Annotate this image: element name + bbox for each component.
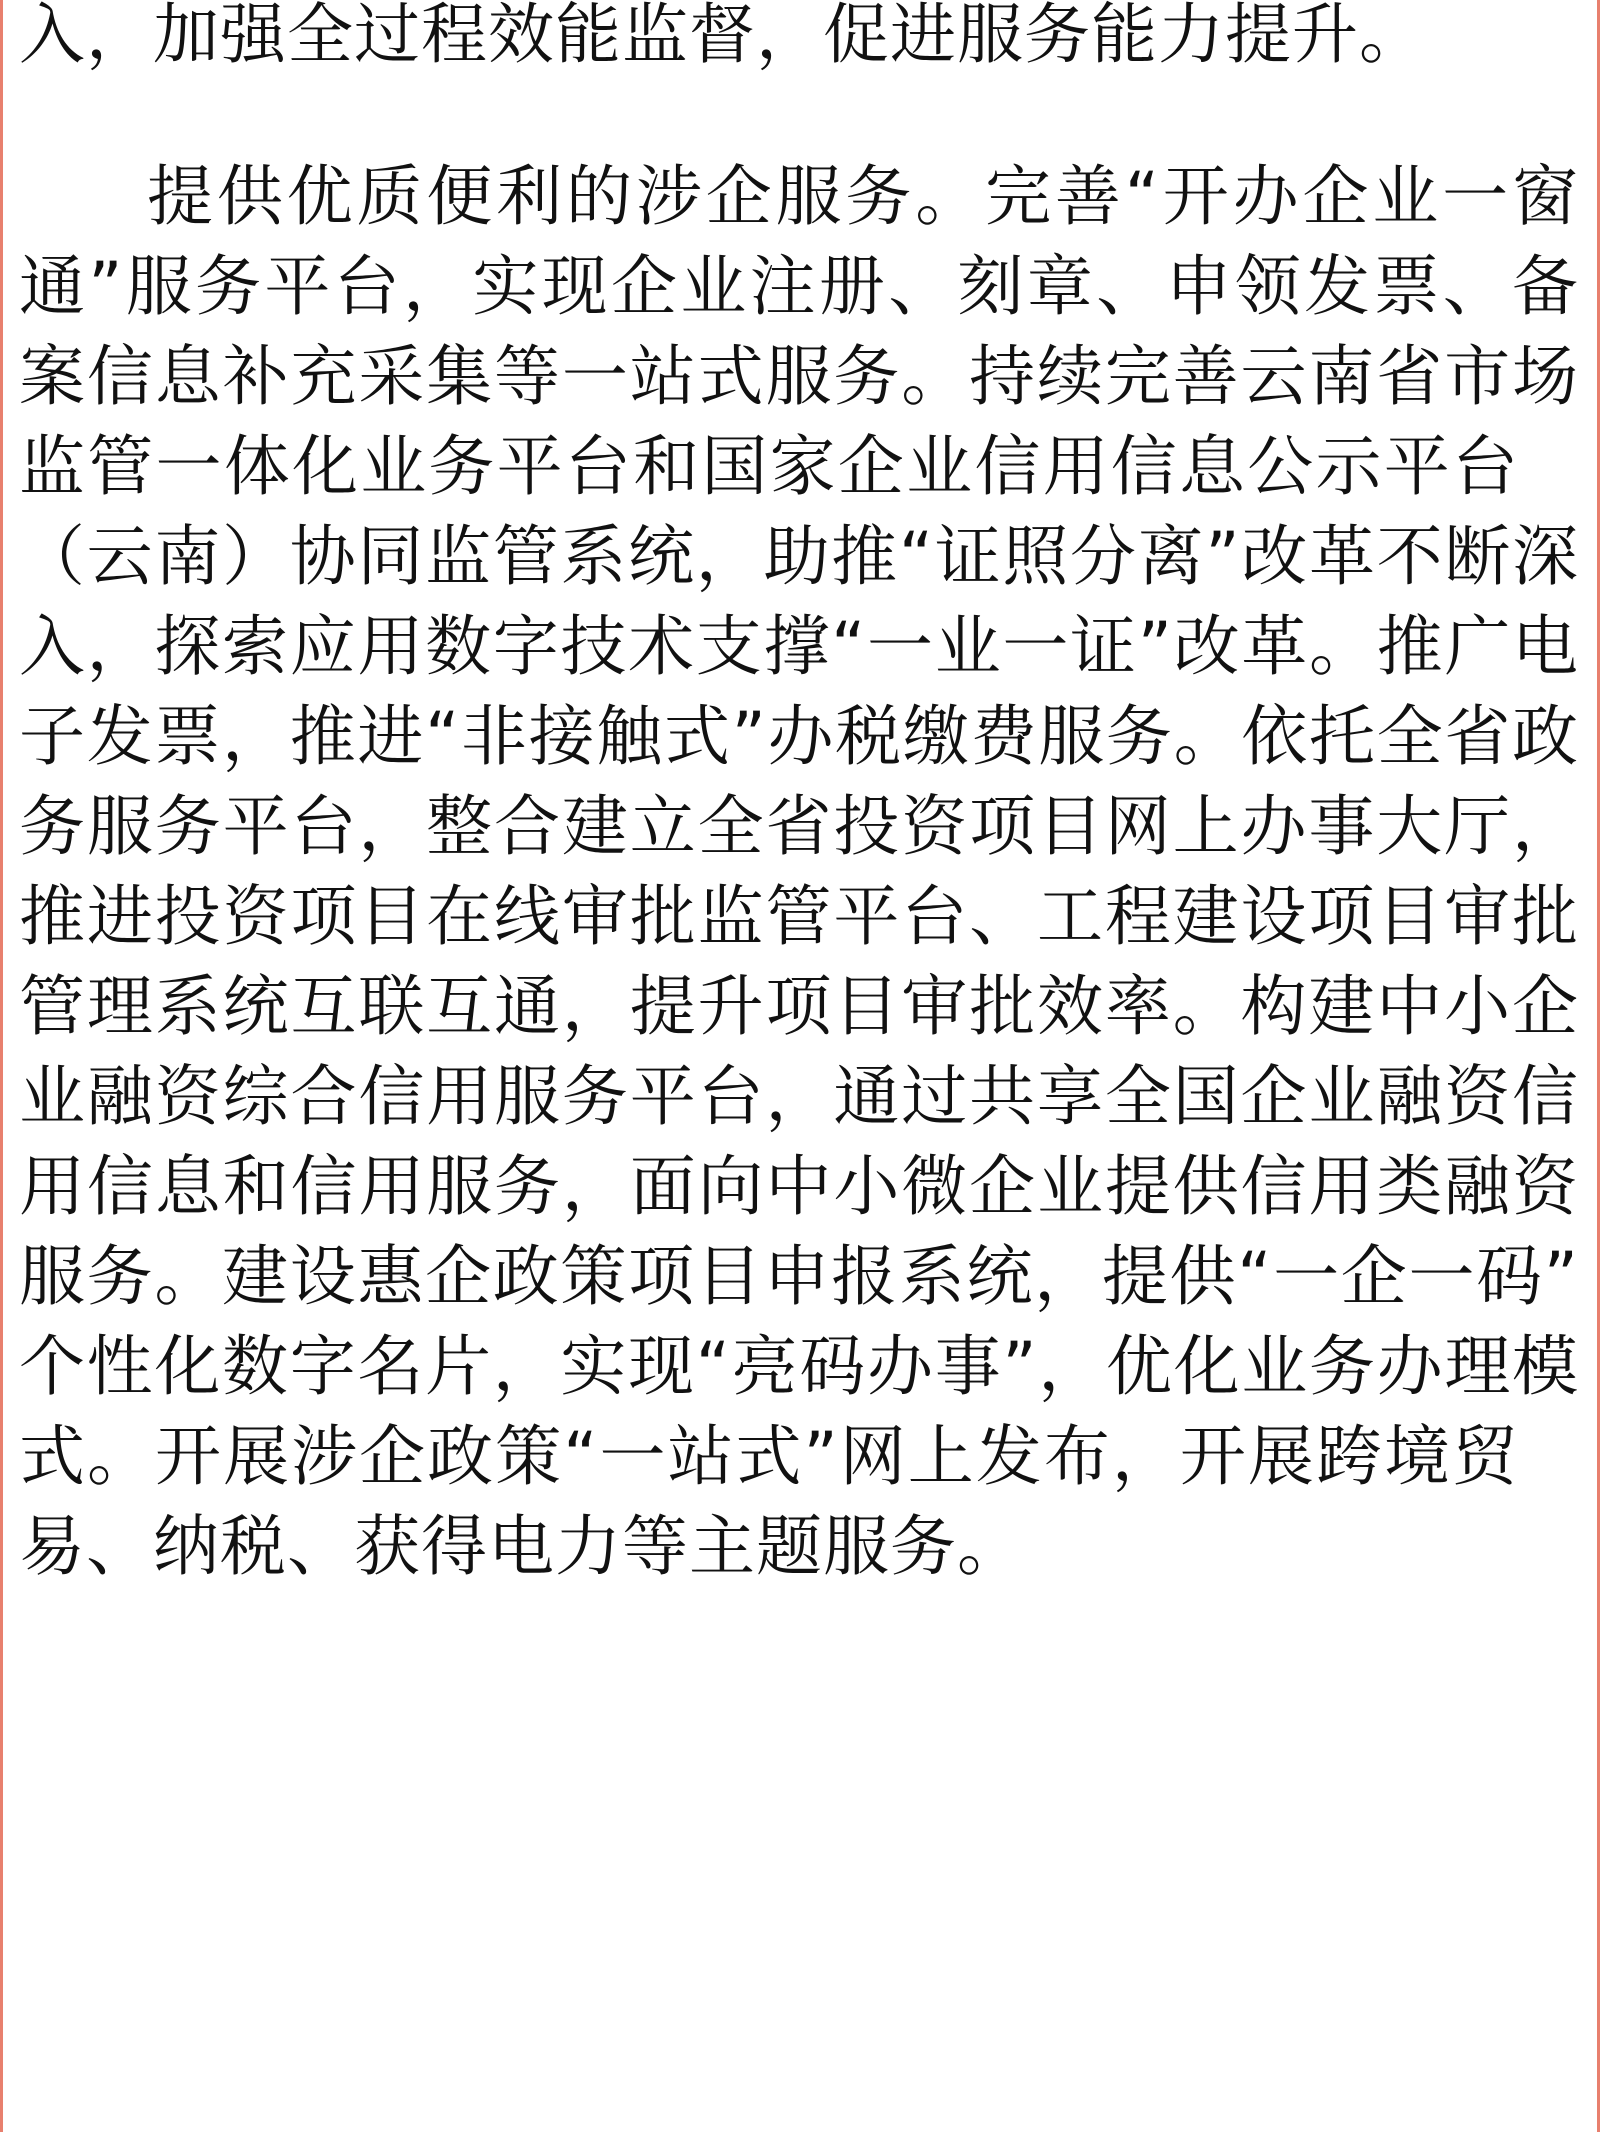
text-line-8: 子发票，推进“非接触式”办税缴费服务。依托全省政	[19, 698, 1579, 775]
text-line-3: 通”服务平台，实现企业注册、刻章、申领发票、备	[19, 248, 1579, 325]
text-line-17: 易、纳税、获得电力等主题服务。	[19, 1508, 1024, 1585]
paragraph-first-line: 提供优质便利的涉企服务。完善“开办企业一窗	[147, 158, 1579, 235]
text-line-7: 入，探索应用数字技术支撑“一业一证”改革。推广电	[19, 608, 1579, 685]
text-line-9: 务服务平台，整合建立全省投资项目网上办事大厅，	[19, 788, 1579, 865]
text-line-1: 入，加强全过程效能监督，促进服务能力提升。	[19, 0, 1426, 73]
text-line-13: 用信息和信用服务，面向中小微企业提供信用类融资	[19, 1148, 1579, 1225]
text-line-4: 案信息补充采集等一站式服务。持续完善云南省市场	[19, 338, 1579, 415]
text-line-14: 服务。建设惠企政策项目申报系统，提供“一企一码”	[19, 1238, 1579, 1315]
text-line-11: 管理系统互联互通，提升项目审批效率。构建中小企	[19, 968, 1579, 1045]
text-line-15: 个性化数字名片，实现“亮码办事”，优化业务办理模	[19, 1328, 1579, 1405]
text-line-10: 推进投资项目在线审批监管平台、工程建设项目审批	[19, 878, 1579, 955]
text-line-12: 业融资综合信用服务平台，通过共享全国企业融资信	[19, 1058, 1579, 1135]
text-line-6: （云南）协同监管系统，助推“证照分离”改革不断深	[19, 518, 1579, 595]
text-line-16: 式。开展涉企政策“一站式”网上发布，开展跨境贸	[19, 1418, 1519, 1495]
text-line-5: 监管一体化业务平台和国家企业信用信息公示平台	[19, 428, 1519, 505]
